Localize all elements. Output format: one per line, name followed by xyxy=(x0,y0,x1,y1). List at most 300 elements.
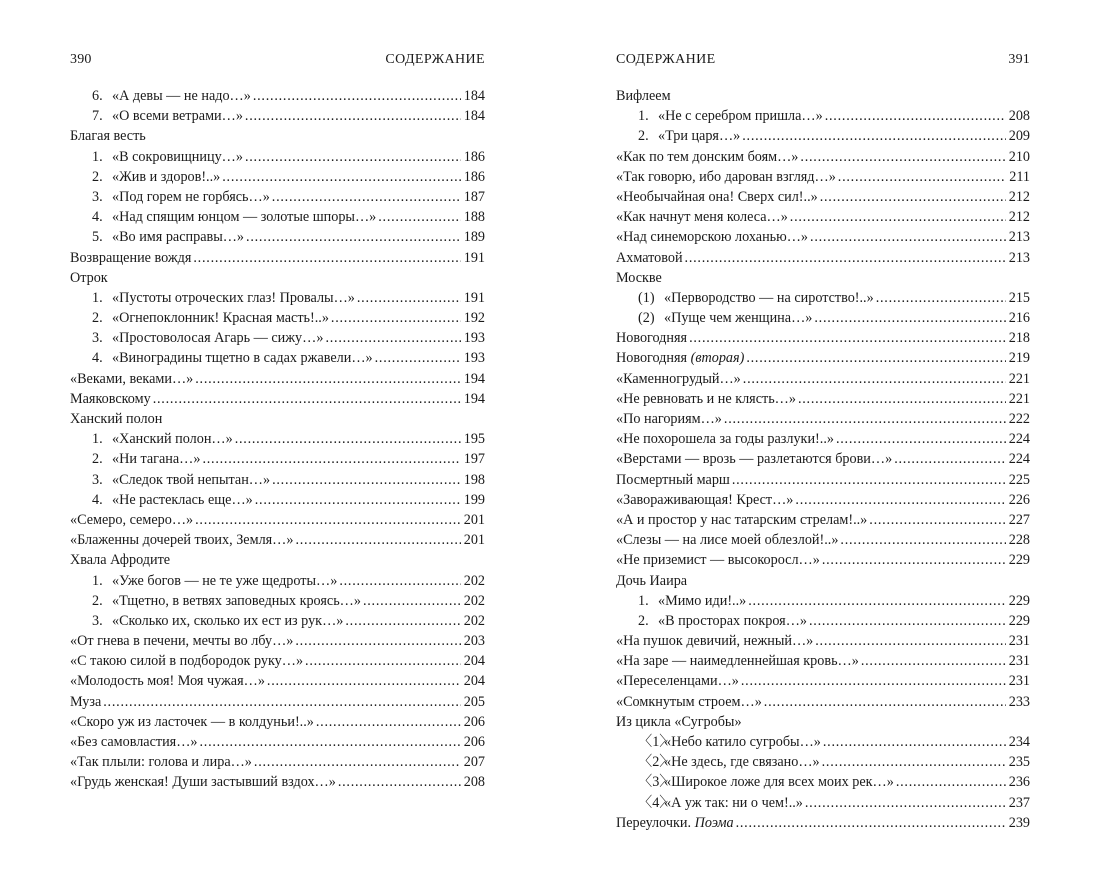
toc-page-number: 193 xyxy=(463,330,485,347)
toc-entry-title-text: «Переселенцами…» xyxy=(616,673,739,690)
toc-entry xyxy=(70,449,485,469)
toc-entry-number: 〈3〉 xyxy=(638,774,674,791)
toc-page-number: 212 xyxy=(1008,209,1030,226)
dot-leader xyxy=(742,126,1006,146)
toc-entry xyxy=(70,772,485,792)
toc-entry xyxy=(70,752,485,772)
dot-leader xyxy=(815,631,1006,651)
toc-entry-title-text: «А уж так: ни о чем!..» xyxy=(664,794,803,811)
toc-entry-number: 3. xyxy=(92,612,103,629)
toc-section-heading xyxy=(70,126,485,146)
toc-page-number: 195 xyxy=(463,431,485,448)
toc-entry xyxy=(70,86,485,106)
toc-entry-italic-note: Поэма xyxy=(694,814,734,831)
toc-entry-title xyxy=(664,793,803,813)
toc-entry-title xyxy=(616,671,739,691)
toc-entry-italic-note: (вторая) xyxy=(690,350,745,367)
toc-entry-title xyxy=(112,490,253,510)
dot-leader xyxy=(338,772,461,792)
right-running-head xyxy=(616,52,1030,72)
dot-leader xyxy=(869,510,1006,530)
toc-page-number: 234 xyxy=(1008,734,1030,750)
toc-entry-number: 6. xyxy=(92,88,103,104)
toc-entry-title-text: «Не здесь, где связано…» xyxy=(664,754,820,771)
toc-entry-title xyxy=(70,732,198,752)
toc-entry xyxy=(616,631,1030,651)
toc-page-number: 229 xyxy=(1008,552,1030,569)
toc-entry-title xyxy=(658,611,807,631)
toc-entry-title-text: «Семеро, семеро…» xyxy=(70,511,194,528)
toc-entry-title xyxy=(112,167,220,187)
toc-entry-title-text: «Без самовластия…» xyxy=(70,734,198,750)
toc-entry-title-text: «Сколько их, сколько их ест из рук…» xyxy=(112,612,344,629)
toc-entry-title-text: «Как по тем донским боям…» xyxy=(616,148,799,165)
toc-entry-title xyxy=(112,187,270,207)
toc-entry xyxy=(616,389,1030,409)
toc-page-number: 206 xyxy=(463,734,485,750)
toc-page-number: 202 xyxy=(463,592,485,609)
toc-entry-title-text: «Не растеклась еще…» xyxy=(112,491,253,508)
toc-entry xyxy=(70,591,485,611)
toc-entry-title-text: «А и простор у нас татарским стрелам!..» xyxy=(616,511,868,528)
toc-entry-title xyxy=(616,328,687,348)
toc-page-number: 191 xyxy=(463,289,485,306)
toc-entry-title xyxy=(70,550,170,570)
toc-entry-number: 2. xyxy=(92,168,103,185)
dot-leader xyxy=(339,571,461,591)
toc-entry-title-text: «Во имя расправы…» xyxy=(112,229,245,246)
toc-entry-title xyxy=(70,126,146,146)
toc-entry-title xyxy=(616,167,836,187)
toc-entry xyxy=(616,550,1030,570)
toc-entry xyxy=(70,470,485,490)
toc-entry-title-text: Из цикла «Сугробы» xyxy=(616,713,742,730)
dot-leader xyxy=(195,510,461,530)
toc-entry-title xyxy=(70,268,108,288)
toc-entry-title xyxy=(70,712,314,732)
toc-entry-title xyxy=(658,106,823,126)
toc-entry-title-text: «Не ревновать и не клясть…» xyxy=(616,390,796,407)
toc-entry-title-text: «Так говорю, ибо дарован взгляд…» xyxy=(616,168,836,185)
dot-leader xyxy=(153,389,461,409)
toc-entry xyxy=(616,429,1030,449)
dot-leader xyxy=(357,288,461,308)
toc-entry-title-text: Новогодняя xyxy=(616,330,688,347)
toc-entry-title-text: «Веками, веками…» xyxy=(70,370,194,387)
toc-entry xyxy=(616,106,1030,126)
toc-entry-title xyxy=(112,308,329,328)
toc-entry-title xyxy=(70,651,303,671)
toc-entry-title xyxy=(616,429,834,449)
toc-entry xyxy=(616,692,1030,712)
toc-entry-title xyxy=(616,449,892,469)
toc-entry-title-text: «По нагориям…» xyxy=(616,411,722,427)
dot-leader xyxy=(195,369,461,389)
toc-entry-title-text: «Пустоты отроческих глаз! Провалы…» xyxy=(112,289,355,306)
toc-entry xyxy=(616,207,1030,227)
toc-entry-title-text: «Необычайная она! Сверх сил!..» xyxy=(616,188,818,205)
toc-page-number: 204 xyxy=(463,673,485,690)
toc-entry-title xyxy=(112,429,233,449)
dot-leader xyxy=(685,248,1006,268)
toc-entry xyxy=(70,328,485,348)
toc-entry-number: 5. xyxy=(92,229,103,246)
toc-page-number: 188 xyxy=(463,209,485,226)
toc-page-number: 199 xyxy=(463,491,485,508)
toc-entry xyxy=(70,712,485,732)
dot-leader xyxy=(267,671,461,691)
dot-leader xyxy=(861,651,1006,671)
dot-leader xyxy=(272,187,461,207)
toc-page-number: 221 xyxy=(1008,390,1030,407)
toc-entry-title xyxy=(616,550,820,570)
toc-entry-number: 4. xyxy=(92,350,103,367)
toc-entry-title-text: «Виноградины тщетно в садах ржавели…» xyxy=(112,350,373,367)
dot-leader xyxy=(253,86,461,106)
toc-entry-title xyxy=(112,591,361,611)
toc-page-number: 212 xyxy=(1008,188,1030,205)
left-page-number: 390 xyxy=(70,52,92,67)
toc-page-number: 211 xyxy=(1009,168,1030,185)
toc-page-number: 237 xyxy=(1008,794,1030,811)
dot-leader xyxy=(331,308,461,328)
toc-entry-title-text: Маяковскому xyxy=(70,390,151,407)
dot-leader xyxy=(836,429,1006,449)
toc-entry-title-text: «Не похорошела за годы разлуки!..» xyxy=(616,431,834,448)
toc-entry-title xyxy=(664,288,874,308)
toc-entry-title-text: Посмертный марш xyxy=(616,471,730,488)
toc-entry-title-text: «Небо катило сугробы…» xyxy=(664,734,821,750)
toc-entry xyxy=(70,530,485,550)
toc-page-number: 197 xyxy=(463,451,485,468)
toc-page-number: 224 xyxy=(1008,431,1030,448)
toc-entry xyxy=(616,611,1030,631)
toc-page-number: 239 xyxy=(1008,814,1030,831)
toc-page-number: 224 xyxy=(1008,451,1030,468)
toc-entry-number: 3. xyxy=(92,188,103,205)
toc-entry-title xyxy=(664,772,894,792)
dot-leader xyxy=(838,167,1006,187)
dot-leader xyxy=(235,429,461,449)
dot-leader xyxy=(823,732,1006,752)
toc-entry-title xyxy=(112,106,243,126)
toc-entry-title xyxy=(616,369,741,389)
toc-entry xyxy=(70,288,485,308)
toc-entry xyxy=(616,671,1030,691)
toc-page-number: 229 xyxy=(1008,612,1030,629)
dot-leader xyxy=(746,348,1006,368)
toc-entry-title xyxy=(70,772,336,792)
dot-leader xyxy=(798,389,1006,409)
toc-page-number: 231 xyxy=(1008,673,1030,690)
toc-entry xyxy=(70,187,485,207)
toc-entry-title xyxy=(70,530,293,550)
toc-entry-title-text: «С такою силой в подбородок руку…» xyxy=(70,653,304,670)
toc-entry-title xyxy=(616,207,788,227)
dot-leader xyxy=(764,692,1006,712)
toc-entry-title xyxy=(70,510,193,530)
toc-page-number: 221 xyxy=(1008,370,1030,387)
toc-entry-title-text: «Грудь женская! Души застывший вздох…» xyxy=(70,774,336,791)
toc-entry-number: 1. xyxy=(92,148,103,165)
dot-leader xyxy=(736,813,1006,833)
toc-entry xyxy=(616,591,1030,611)
toc-page-number: 208 xyxy=(1008,108,1030,125)
toc-entry-title-text: «Скоро уж из ласточек — в колдуньи!..» xyxy=(70,713,314,730)
toc-entry-title xyxy=(616,490,793,510)
toc-entry xyxy=(70,510,485,530)
toc-entry-title xyxy=(70,692,101,712)
toc-entry-title-text: «Под горем не горбясь…» xyxy=(112,188,270,205)
dot-leader xyxy=(825,106,1006,126)
dot-leader xyxy=(295,631,461,651)
dot-leader xyxy=(245,106,461,126)
toc-entry-title xyxy=(112,449,200,469)
toc-page-number: 184 xyxy=(463,108,485,125)
toc-entry-title xyxy=(70,369,193,389)
toc-entry-title-text: «Пуще чем женщина…» xyxy=(664,310,813,327)
toc-entry-number: (1) xyxy=(638,289,655,306)
toc-entry xyxy=(616,510,1030,530)
toc-entry xyxy=(616,167,1030,187)
toc-page-number: 201 xyxy=(463,511,485,528)
toc-entry-title-text: «В просторах покроя…» xyxy=(658,612,807,629)
toc-entry xyxy=(616,772,1030,792)
toc-entry-title-text: «Сомкнутым строем…» xyxy=(616,693,762,710)
toc-entry-title-text: «Завораживающая! Крест…» xyxy=(616,491,794,508)
toc-entry xyxy=(616,793,1030,813)
toc-entry xyxy=(616,409,1030,429)
toc-entry-title xyxy=(616,268,662,288)
dot-leader xyxy=(896,772,1006,792)
dot-leader xyxy=(894,449,1006,469)
dot-leader xyxy=(363,591,461,611)
toc-entry-title xyxy=(70,248,191,268)
toc-entry-title-text: «Простоволосая Агарь — сижу…» xyxy=(112,330,324,347)
toc-entry xyxy=(616,530,1030,550)
toc-page-number: 231 xyxy=(1008,633,1030,650)
toc-page-number: 194 xyxy=(463,370,485,387)
toc-entry-title-text: «Следок твой непытан…» xyxy=(112,471,271,488)
toc-entry xyxy=(616,288,1030,308)
toc-entry xyxy=(70,389,485,409)
right-toc xyxy=(616,86,1030,833)
left-running-head xyxy=(70,52,485,72)
dot-leader xyxy=(741,671,1006,691)
dot-leader xyxy=(202,449,461,469)
toc-entry-title-text: «Не с серебром пришла…» xyxy=(658,108,823,125)
toc-entry-title-text: «От гнева в печени, мечты во лбу…» xyxy=(70,633,294,650)
toc-entry-title xyxy=(112,288,355,308)
toc-entry-title xyxy=(112,207,376,227)
toc-entry-title xyxy=(112,470,270,490)
toc-entry-title-text: Муза xyxy=(70,693,102,710)
toc-section-heading xyxy=(616,712,1030,732)
toc-entry xyxy=(70,571,485,591)
toc-page-number: 202 xyxy=(463,572,485,589)
toc-entry-title-text: Москве xyxy=(616,269,662,286)
toc-entry-title-text: «Мимо иди!..» xyxy=(658,592,747,609)
toc-page-number: 218 xyxy=(1008,330,1030,347)
toc-page-number: 205 xyxy=(463,693,485,710)
dot-leader xyxy=(200,732,462,752)
toc-page-number: 189 xyxy=(463,229,485,246)
toc-entry-title-text: «В сокровищницу…» xyxy=(112,148,243,165)
toc-page-number: 184 xyxy=(463,88,485,104)
toc-section-heading xyxy=(616,268,1030,288)
toc-entry-number: 4. xyxy=(92,491,103,508)
right-page xyxy=(616,0,1030,880)
toc-page-number: 191 xyxy=(463,249,485,266)
toc-entry xyxy=(70,207,485,227)
toc-page-number: 187 xyxy=(463,188,485,205)
toc-entry-title xyxy=(616,651,859,671)
right-running-title: СОДЕРЖАНИЕ xyxy=(616,52,716,67)
toc-section-heading xyxy=(616,86,1030,106)
toc-entry-number: 〈1〉 xyxy=(638,734,674,750)
toc-entry-title xyxy=(616,248,683,268)
dot-leader xyxy=(316,712,461,732)
toc-entry-title-text: «Уже богов — не те уже щедроты…» xyxy=(112,572,338,589)
toc-entry-title-text: Новогодняя xyxy=(616,350,688,367)
toc-entry-number: 2. xyxy=(92,451,103,468)
toc-entry-title xyxy=(664,752,820,772)
toc-entry-title-text: Ахматовой xyxy=(616,249,683,266)
dot-leader xyxy=(222,167,461,187)
toc-entry-title xyxy=(616,571,687,591)
dot-leader xyxy=(795,490,1006,510)
toc-entry xyxy=(70,167,485,187)
toc-entry xyxy=(616,369,1030,389)
toc-entry-number: 2. xyxy=(92,310,103,327)
dot-leader xyxy=(876,288,1006,308)
toc-entry-number: 2. xyxy=(92,592,103,609)
toc-page-number: 213 xyxy=(1008,229,1030,246)
toc-entry-number: 7. xyxy=(92,108,103,125)
toc-entry-title xyxy=(616,510,867,530)
dot-leader xyxy=(272,470,461,490)
toc-entry-title-text: Ханский полон xyxy=(70,411,163,427)
dot-leader xyxy=(103,692,461,712)
toc-section-heading xyxy=(70,550,485,570)
toc-page-number: 213 xyxy=(1008,249,1030,266)
toc-entry-title xyxy=(112,571,337,591)
toc-entry-number: 1. xyxy=(638,592,649,609)
toc-page-number: 236 xyxy=(1008,774,1030,791)
toc-entry-title-text: Благая весть xyxy=(70,128,146,145)
toc-entry-title-text: «Огнепоклонник! Красная масть!..» xyxy=(112,310,329,327)
toc-entry-title xyxy=(664,308,812,328)
toc-entry-title-text: «Блаженны дочерей твоих, Земля…» xyxy=(70,532,294,549)
toc-entry-title xyxy=(616,147,798,167)
dot-leader xyxy=(724,409,1006,429)
toc-entry xyxy=(616,813,1030,833)
toc-entry xyxy=(70,308,485,328)
toc-entry-title xyxy=(616,712,742,732)
toc-entry-title xyxy=(112,611,343,631)
dot-leader xyxy=(245,147,461,167)
toc-page-number: 216 xyxy=(1008,310,1030,327)
toc-entry-title xyxy=(616,348,744,368)
toc-entry xyxy=(70,651,485,671)
toc-page-number: 186 xyxy=(463,148,485,165)
dot-leader xyxy=(255,490,461,510)
toc-page-number: 202 xyxy=(463,612,485,629)
toc-entry xyxy=(70,106,485,126)
toc-entry-title xyxy=(112,147,243,167)
dot-leader xyxy=(743,369,1006,389)
toc-entry xyxy=(616,248,1030,268)
toc-entry-title xyxy=(616,227,808,247)
toc-page-number: 206 xyxy=(463,713,485,730)
toc-entry xyxy=(70,429,485,449)
toc-page-number: 228 xyxy=(1008,532,1030,549)
dot-leader xyxy=(193,248,461,268)
toc-entry-title-text: Отрок xyxy=(70,269,108,286)
dot-leader xyxy=(805,793,1006,813)
toc-page-number: 233 xyxy=(1008,693,1030,710)
toc-entry-title-text: «Ханский полон…» xyxy=(112,431,233,448)
dot-leader xyxy=(748,591,1006,611)
toc-entry-title xyxy=(616,409,722,429)
dot-leader xyxy=(345,611,461,631)
toc-entry xyxy=(616,308,1030,328)
toc-entry-title-text: «Над спящим юнцом — золотые шпоры…» xyxy=(112,209,377,226)
toc-entry-title xyxy=(616,86,671,106)
toc-entry-title-text: «Тщетно, в ветвях заповедных кроясь…» xyxy=(112,592,361,609)
left-toc xyxy=(70,86,485,793)
toc-entry-title xyxy=(616,187,818,207)
toc-page-number: 231 xyxy=(1008,653,1030,670)
toc-entry-number: 2. xyxy=(638,128,649,145)
toc-entry-title-text: «Каменногрудый…» xyxy=(616,370,741,387)
toc-entry-title-text: Переулочки. xyxy=(616,814,692,831)
dot-leader xyxy=(840,530,1006,550)
dot-leader xyxy=(732,470,1006,490)
toc-entry xyxy=(70,369,485,389)
toc-page-number: 225 xyxy=(1008,471,1030,488)
toc-page-number: 222 xyxy=(1008,411,1030,427)
toc-entry-number: 1. xyxy=(92,431,103,448)
toc-entry xyxy=(616,328,1030,348)
toc-entry xyxy=(616,227,1030,247)
toc-entry-title-text: Дочь Иаира xyxy=(616,572,688,589)
left-page xyxy=(70,0,485,880)
toc-entry-title xyxy=(70,671,265,691)
toc-entry-number: 1. xyxy=(92,289,103,306)
toc-entry-title-text: Возвращение вождя xyxy=(70,249,192,266)
toc-entry-title-text: «А девы — не надо…» xyxy=(112,88,251,104)
toc-entry xyxy=(616,490,1030,510)
toc-entry xyxy=(616,449,1030,469)
toc-entry-number: (2) xyxy=(638,310,655,327)
dot-leader xyxy=(246,227,461,247)
toc-entry xyxy=(616,470,1030,490)
toc-entry xyxy=(616,348,1030,368)
toc-page-number: 219 xyxy=(1008,350,1030,367)
toc-entry xyxy=(70,227,485,247)
dot-leader xyxy=(800,147,1006,167)
toc-entry-title xyxy=(112,348,373,368)
toc-page-number: 203 xyxy=(463,633,485,650)
toc-entry xyxy=(70,248,485,268)
toc-entry-title-text: «Широкое ложе для всех моих рек…» xyxy=(664,774,894,791)
toc-entry xyxy=(616,732,1030,752)
toc-entry xyxy=(70,692,485,712)
toc-entry-title xyxy=(70,752,252,772)
toc-page-number: 227 xyxy=(1008,511,1030,528)
dot-leader xyxy=(305,651,461,671)
